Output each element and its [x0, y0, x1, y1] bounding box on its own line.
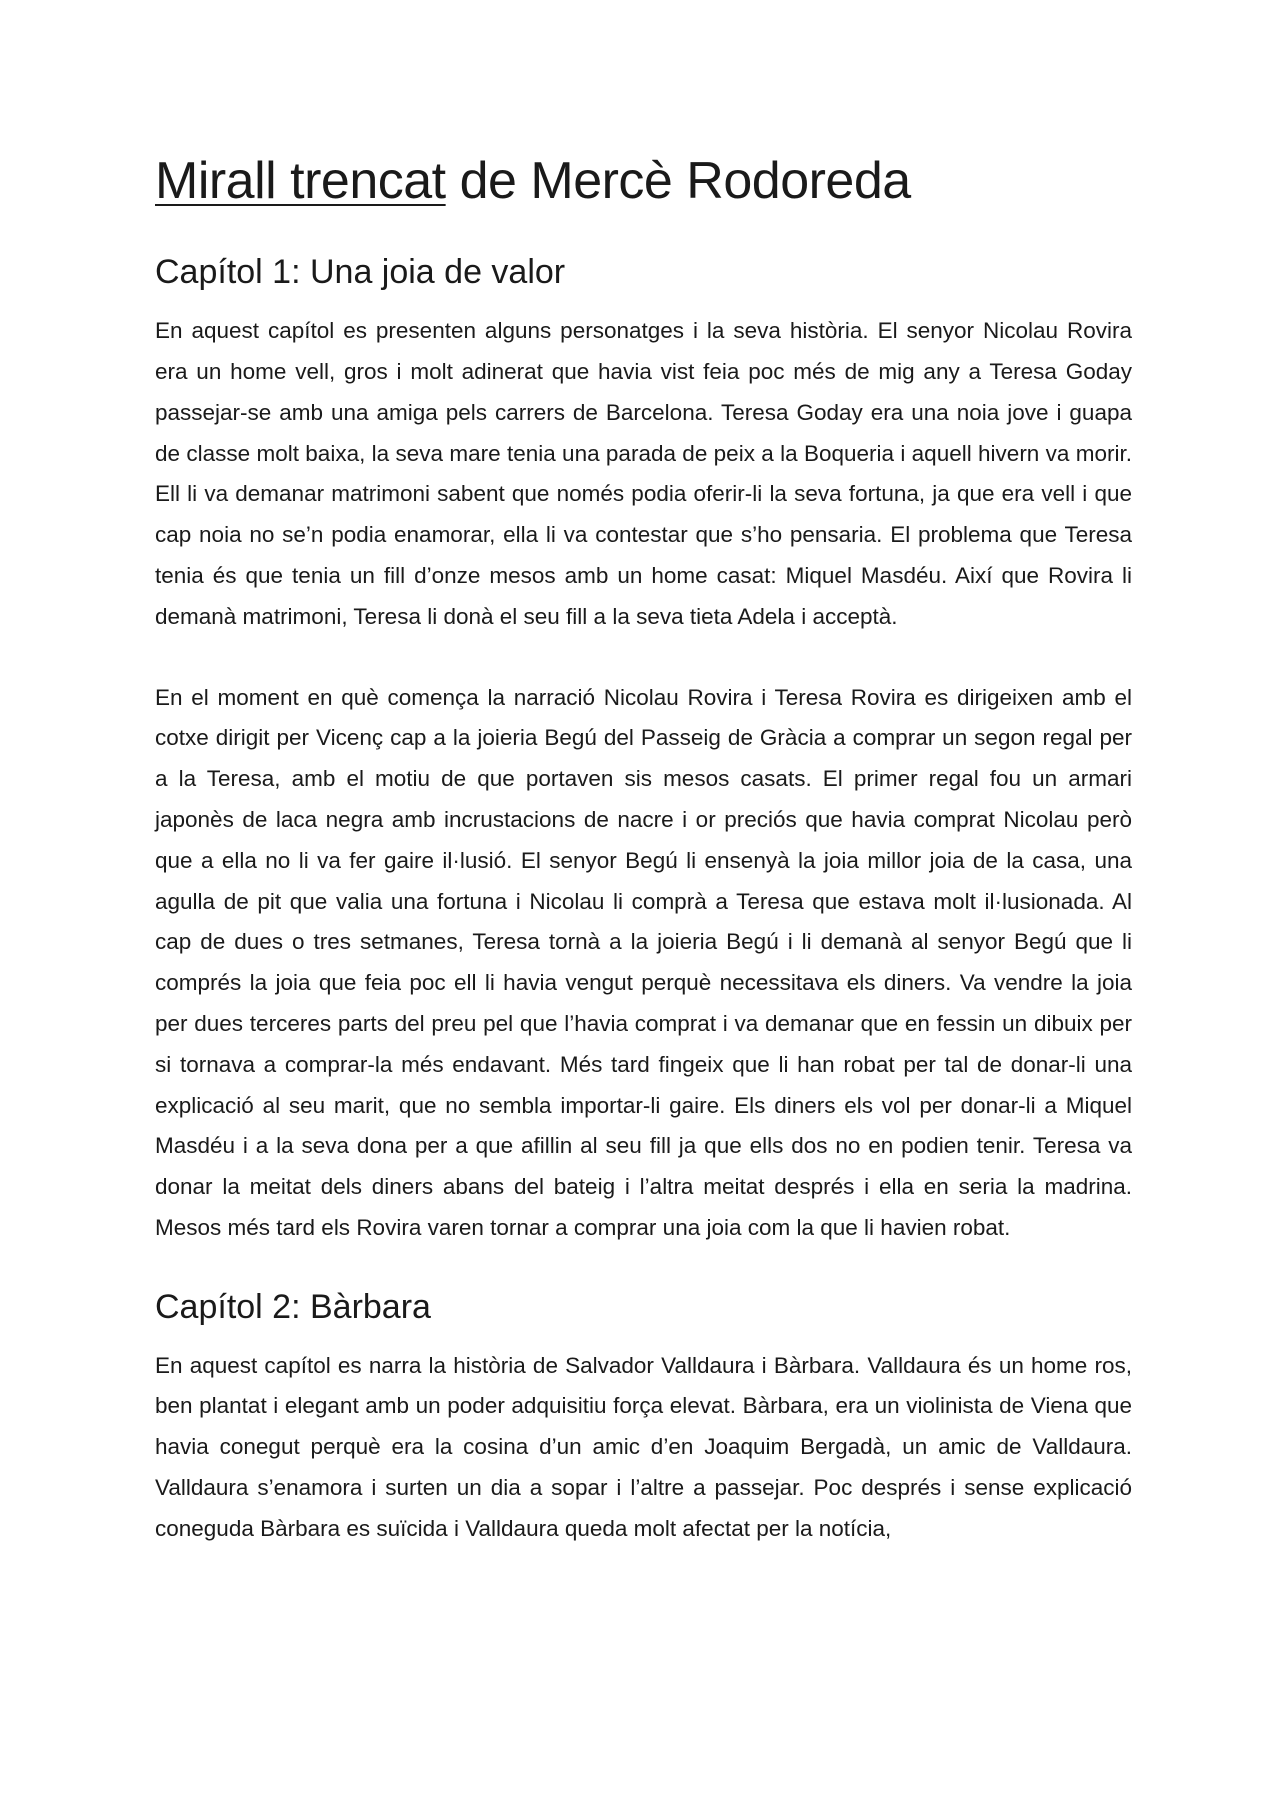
chapter-heading: Capítol 1: Una joia de valor [155, 253, 566, 292]
chapter-1 [155, 252, 1132, 1248]
document-title [155, 150, 1132, 212]
document-page [155, 150, 1132, 1588]
title-author: de Mercè Rodoreda [445, 152, 911, 210]
chapter-heading: Capítol 2: Bàrbara [155, 1287, 431, 1326]
book-title: Mirall trencat [155, 152, 446, 210]
chapter-paragraph: En aquest capítol es narra la història de Salvador Valldaura i Bàrbara. Valldaura és un home ros, ben plantat i elegant amb un poder adquisitiu força elevat. Bàrbara, era un violinista de Viena que havia conegut perquè era la cosina d’un amic d’en Joaquim Bergadà, un amic de Valldaura. Valldaura s’enamora i surten un dia a sopar i l’altre a passejar. Poc després i sense explicació coneguda Bàrbara es suïcida i Valldaura queda molt afectat per la notícia, [155, 1352, 1132, 1541]
chapter-2 [155, 1287, 1132, 1550]
chapter-paragraph: En aquest capítol es presenten alguns personatges i la seva història. El senyor Nicolau Rovira era un home vell, gros i molt adinerat que havia vist feia poc més de mig any a Teresa Goday passejar-se amb una amiga pels carrers de Barcelona. Teresa Goday era una noia jove i guapa de classe molt baixa, la seva mare tenia una parada de peix a la Boqueria i aquell hivern va morir. Ell li va demanar matrimoni sabent que només podia oferir-li la seva fortuna, ja que era vell i que cap noia no se’n podia enamorar, ella li va contestar que s’ho pensaria. El problema que Teresa tenia és que tenia un fill d’onze mesos amb un home casat: Miquel Masdéu. Així que Rovira li demanà matrimoni, Teresa li donà el seu fill a la seva tieta Adela i acceptà. [155, 318, 1132, 629]
chapter-paragraph: En el moment en què comença la narració Nicolau Rovira i Teresa Rovira es dirigeixen amb el cotxe dirigit per Vicenç cap a la joieria Begú del Passeig de Gràcia a comprar un segon regal per a la Teresa, amb el motiu de que portaven sis mesos casats. El primer regal fou un armari japonès de laca negra amb incrustacions de nacre i or preciós que havia comprat Nicolau però que a ella no li va fer gaire il·lusió. El senyor Begú li ensenyà la joia millor joia de la casa, una agulla de pit que valia una fortuna i Nicolau li comprà a Teresa que estava molt il·lusionada. Al cap de dues o tres setmanes, Teresa tornà a la joieria Begú i li demanà al senyor Begú que li comprés la joia que feia poc ell li havia vengut perquè necessitava els diners. Va vendre la joia per dues terceres parts del preu pel que l’havia comprat i va demanar que en fessin un dibuix per si tornava a comprar-la més endavant. Més tard fingeix que li han robat per tal de donar-li una explicació al seu marit, que no sembla importar-li gaire. Els diners els vol per donar-li a Miquel Masdéu i a la seva dona per a que afillin al seu fill ja que ells dos no en podien tenir. Teresa va donar la meitat dels diners abans del bateig i l’altra meitat després i ella en seria la madrina. Mesos més tard els Rovira varen tornar a comprar una joia com la que li havien robat. [155, 684, 1132, 1240]
